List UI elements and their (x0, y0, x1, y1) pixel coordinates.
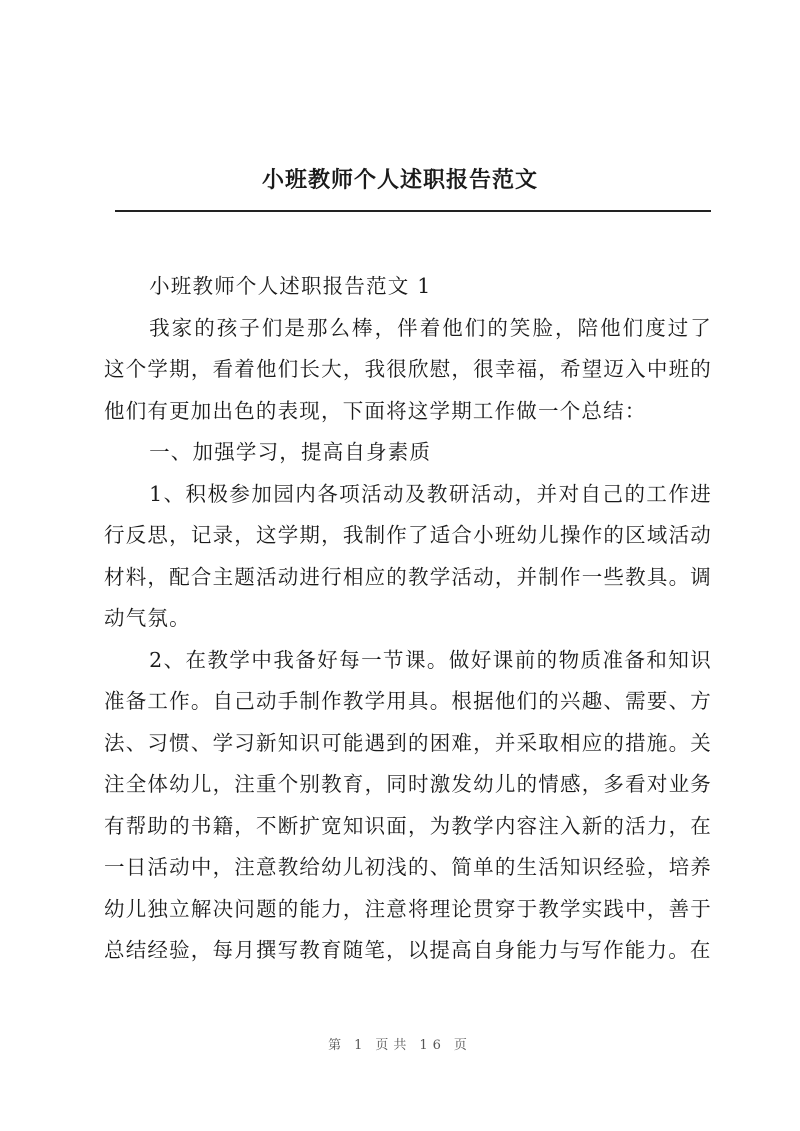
document-title: 小班教师个人述职报告范文 (261, 167, 538, 193)
subsection-heading: 一、加强学习，提高自身素质 (149, 440, 432, 464)
title-underline (115, 210, 711, 212)
page-footer (0, 1034, 800, 1053)
footer-middle: 页共 (375, 1038, 412, 1053)
footer-suffix: 页 (453, 1038, 472, 1053)
body-paragraph: 1、积极参加园内各项活动及教研活动，并对自己的工作进行反思，记录，这学期，我制作了适合小班幼儿操作的区域活动材料，配合主题活动进行相应的教学活动，并制作一些教具。调动气氛。 (104, 481, 712, 630)
current-page-number: 1 (354, 1038, 368, 1053)
section-heading: 小班教师个人述职报告范文 1 (149, 274, 432, 298)
document-body (104, 266, 712, 972)
total-pages-number: 16 (419, 1038, 446, 1053)
intro-paragraph: 我家的孩子们是那么棒，伴着他们的笑脸，陪他们度过了这个学期，看着他们长大，我很欣慰，很幸福，希望迈入中班的他们有更加出色的表现，下面将这学期工作做一个总结： (104, 315, 712, 423)
body-paragraph: 2、在教学中我备好每一节课。做好课前的物质准备和知识准备工作。自己动手制作教学用具。根据他们的兴趣、需要、方法、习惯、学习新知识可能遇到的困难，并采取相应的措施。关注全体幼儿，注重个别教育，同时激发幼儿的情感，多看对业务有帮助的书籍，不断扩宽知识面，为教学内容注入新的活力，在一日活动中，注意教给幼儿初浅的、简单的生活知识经验，培养幼儿独立解决问题的能力，注意将理论贯穿于教学实践中，善于总结经验，每月撰写教育随笔，以提高自身能力与写作能力。在 (104, 647, 712, 962)
footer-prefix: 第 (328, 1038, 347, 1053)
